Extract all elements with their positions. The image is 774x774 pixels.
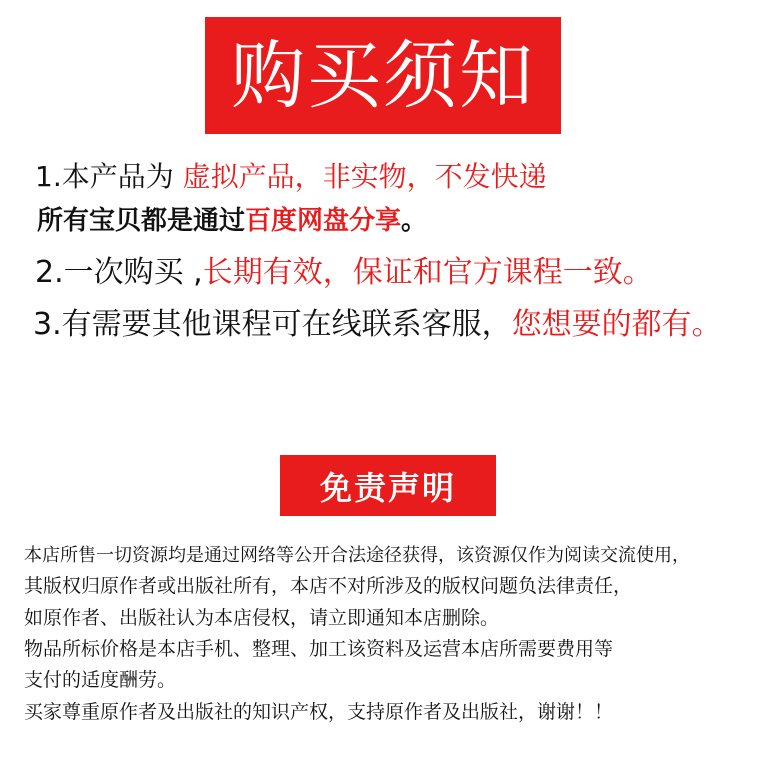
notice-line-3-prefix: 2.一次购买 , xyxy=(35,255,203,290)
disclaimer-heading-banner xyxy=(280,455,496,516)
notice-line-2-prefix: 所有宝贝都是通过 xyxy=(37,206,246,236)
notice-line-1-highlight: 虚拟产品，非实物，不发快递 xyxy=(182,160,547,193)
disclaimer-paragraph: 其版权归原作者或出版社所有，本店不对所涉及的版权问题负法律责任， xyxy=(24,575,633,597)
notice-line-4-highlight: 您想要的都有。 xyxy=(511,307,722,342)
title-banner xyxy=(205,17,561,134)
disclaimer-heading: 免责声明 xyxy=(319,468,456,507)
notice-line-4-prefix: 3.有需要其他课程可在线联系客服， xyxy=(33,307,512,342)
disclaimer-paragraph: 买家尊重原作者及出版社的知识产权，支持原作者及出版社，谢谢！！ xyxy=(24,701,614,723)
disclaimer-paragraph: 物品所标价格是本店手机、整理、加工该资料及运营本店所需要费用等 xyxy=(24,638,614,660)
notice-line-3-highlight: 长期有效，保证和官方课程一致。 xyxy=(202,255,653,290)
disclaimer-paragraph: 本店所售一切资源均是通过网络等公开合法途径获得，该资源仅作为阅读交流使用， xyxy=(24,545,690,566)
notice-line-4 xyxy=(33,307,722,342)
page-title: 购买须知 xyxy=(231,32,535,119)
disclaimer-paragraph: 如原作者、出版社认为本店侵权，请立即通知本店删除。 xyxy=(24,607,500,629)
notice-line-2-suffix: 。 xyxy=(401,206,428,236)
notice-line-2-highlight: 百度网盘分享 xyxy=(245,206,402,236)
notice-line-1-prefix: 1.本产品为 xyxy=(35,160,183,193)
notice-line-3 xyxy=(35,255,653,290)
notice-line-1 xyxy=(35,160,547,193)
disclaimer-paragraph: 支付的适度酬劳。 xyxy=(24,669,177,691)
notice-line-2 xyxy=(37,208,427,234)
